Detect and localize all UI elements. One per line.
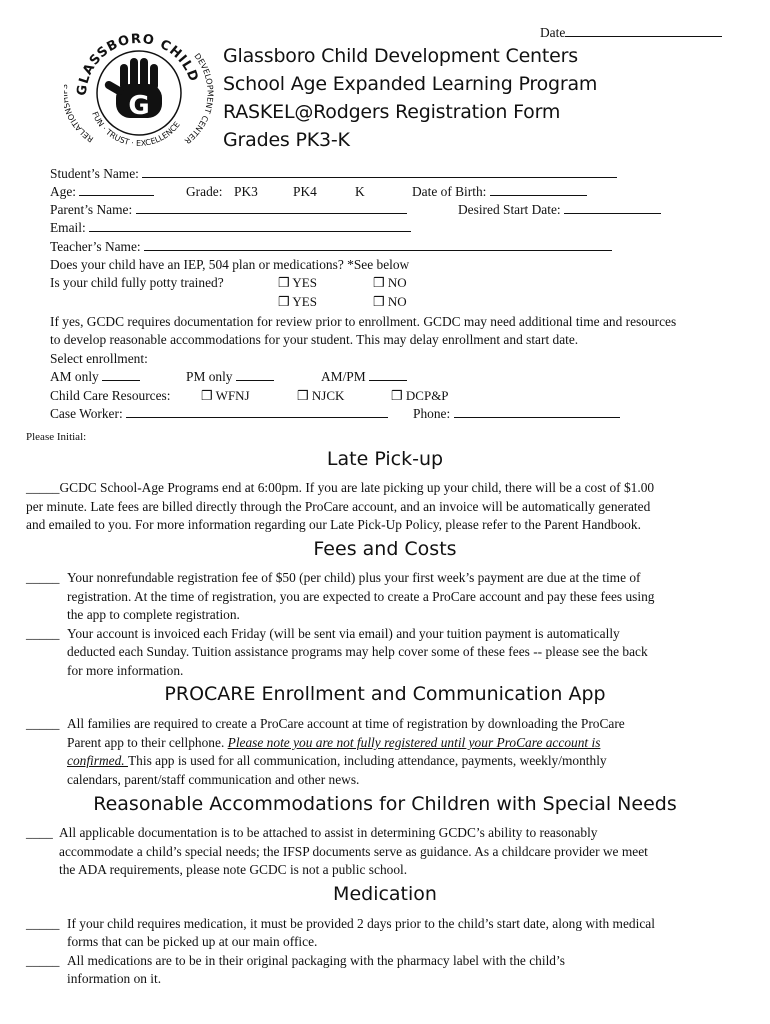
age-row: Age: <box>50 183 154 201</box>
procare-title: PROCARE Enrollment and Communication App <box>164 683 606 705</box>
accommodations-blank[interactable]: ____ <box>26 825 53 840</box>
note-line-1: If yes, GCDC requires documentation for review prior to enrollment. GCDC may need additional time and resources <box>50 314 677 329</box>
fees-blank-1[interactable]: _____ <box>26 570 60 585</box>
parent-name-line[interactable] <box>136 201 407 214</box>
grade-pk4[interactable]: PK4 <box>293 184 317 199</box>
pm-only-line[interactable] <box>236 368 274 381</box>
accommodations-title: Reasonable Accommodations for Children with Special Needs <box>93 793 677 815</box>
student-name-line[interactable] <box>142 165 617 178</box>
iep-question: Does your child have an IEP, 504 plan or medications? *See below <box>50 257 410 272</box>
ccr-label: Child Care Resources: <box>50 388 171 403</box>
note-line-2: to develop reasonable accommodations for your student. This may delay enrollment and start date. <box>50 332 579 347</box>
email-line[interactable] <box>89 219 411 232</box>
logo-ring-bottom: FUN · TRUST · EXCELLENCE <box>90 110 182 148</box>
am-only-row: AM only <box>50 368 140 386</box>
procare-blank[interactable]: _____ <box>26 716 60 731</box>
phone-line[interactable] <box>454 405 620 418</box>
potty-no-checkbox[interactable]: ❒ NO <box>373 275 407 290</box>
medication-title: Medication <box>333 883 437 905</box>
header-line-2: School Age Expanded Learning Program <box>223 73 598 95</box>
date-label: Date <box>540 25 566 40</box>
potty-question: Is your child fully potty trained? <box>50 275 224 290</box>
date-field[interactable] <box>540 24 722 42</box>
logo-seal <box>64 18 214 168</box>
pm-only-row: PM only <box>186 368 274 386</box>
age-line[interactable] <box>79 183 154 196</box>
njck-checkbox[interactable]: ❒ NJCK <box>297 388 345 403</box>
medication-item-1-line-2: forms that can be picked up at our main office. <box>67 934 318 949</box>
iep-no-checkbox[interactable]: ❒ NO <box>373 294 407 309</box>
grade-label: Grade: <box>186 184 223 199</box>
start-date-line[interactable] <box>564 201 661 214</box>
procare-line-3: confirmed. This app is used for all communication, including attendance, payments, weekly/monthly <box>67 753 607 768</box>
logo-ring-right: DEVELOPMENT CENTER <box>182 51 214 146</box>
late-pickup-line-2: per minute. Late fees are billed directly through the ProCare account, and an invoice will be automatically generated <box>26 499 651 514</box>
fees-blank-2[interactable]: _____ <box>26 626 60 641</box>
medication-item-2-line-1: All medications are to be in their original packaging with the pharmacy label with the child’s <box>67 953 565 968</box>
phone-row: Phone: <box>413 405 620 423</box>
fees-item-2-line-1: Your account is invoiced each Friday (will be sent via email) and your tuition payment is automatically <box>67 626 620 641</box>
case-worker-line[interactable] <box>126 405 388 418</box>
dcpp-checkbox[interactable]: ❒ DCP&P <box>391 388 449 403</box>
please-initial: Please Initial: <box>26 431 87 443</box>
grade-k[interactable]: K <box>355 184 365 199</box>
am-only-line[interactable] <box>102 368 140 381</box>
procare-line-1: All families are required to create a ProCare account at time of registration by downloading the ProCare <box>67 716 625 731</box>
medication-item-1-line-1: If your child requires medication, it must be provided 2 days prior to the child’s start date, along with medical <box>67 916 655 931</box>
medication-item-2-line-2: information on it. <box>67 971 162 986</box>
header-line-1: Glassboro Child Development Centers <box>223 45 578 67</box>
iep-yes-checkbox[interactable]: ❒ YES <box>278 294 317 309</box>
late-pickup-line-1: _____GCDC School-Age Programs end at 6:00pm. If you are late picking up your child, there will be a cost of $1.00 <box>26 480 655 495</box>
fees-item-1-line-3: the app to complete registration. <box>67 607 240 622</box>
procare-line-2: Parent app to their cellphone. Please note you are not fully registered until your ProCare account is <box>67 735 601 750</box>
late-pickup-line-3: and emailed to you. For more information regarding our Late Pick-Up Policy, please refer to the Parent Handbook. <box>26 517 641 532</box>
dob-row: Date of Birth: <box>412 183 587 201</box>
medication-blank-1[interactable]: _____ <box>26 916 60 931</box>
medication-blank-2[interactable]: _____ <box>26 953 60 968</box>
parent-name-row: Parent’s Name: <box>50 201 407 219</box>
header-line-4: Grades PK3-K <box>223 129 350 151</box>
procare-line-4: calendars, parent/staff communication and other news. <box>67 772 360 787</box>
fees-title: Fees and Costs <box>313 538 457 560</box>
logo-ring-left: RELATION <box>64 106 96 144</box>
start-date-row: Desired Start Date: <box>458 201 661 219</box>
case-worker-row: Case Worker: <box>50 405 388 423</box>
fees-item-2-line-2: deducted each Sunday. Tuition assistance programs may help cover some of these fees -- please see the back <box>67 644 648 659</box>
logo-letter: G <box>128 91 150 121</box>
date-line[interactable] <box>565 24 722 37</box>
accommodations-line-3: the ADA requirements, please note GCDC is not a public school. <box>59 862 408 877</box>
am-pm-line[interactable] <box>369 368 407 381</box>
teacher-name-line[interactable] <box>144 238 612 251</box>
potty-yes-checkbox[interactable]: ❒ YES <box>278 275 317 290</box>
email-row: Email: <box>50 219 411 237</box>
student-name-row[interactable]: Student’s Name: <box>50 165 617 183</box>
fees-item-1-line-2: registration. At the time of registration, you are expected to create a ProCare account and pay these fees using <box>67 589 655 604</box>
fees-item-2-line-3: for more information. <box>67 663 184 678</box>
late-pickup-title: Late Pick-up <box>326 448 444 470</box>
accommodations-line-1: All applicable documentation is to be attached to assist in determining GCDC’s ability to reasonably <box>59 825 598 840</box>
select-enrollment: Select enrollment: <box>50 351 148 366</box>
wfnj-checkbox[interactable]: ❒ WFNJ <box>201 388 250 403</box>
accommodations-line-2: accommodate a child’s special needs; the IFSP documents serve as guidance. As a childcare provider we meet <box>59 844 648 859</box>
header-line-3: RASKEL@Rodgers Registration Form <box>223 101 561 123</box>
fees-item-1-line-1: Your nonrefundable registration fee of $50 (per child) plus your first week’s payment are due at the time of <box>67 570 641 585</box>
logo <box>64 18 214 168</box>
am-pm-row: AM/PM <box>321 368 407 386</box>
dob-line[interactable] <box>490 183 587 196</box>
teacher-name-row: Teacher’s Name: <box>50 238 612 256</box>
logo-ring-top: GLASSBORO CHILD <box>74 31 202 97</box>
grade-pk3[interactable]: PK3 <box>234 184 258 199</box>
